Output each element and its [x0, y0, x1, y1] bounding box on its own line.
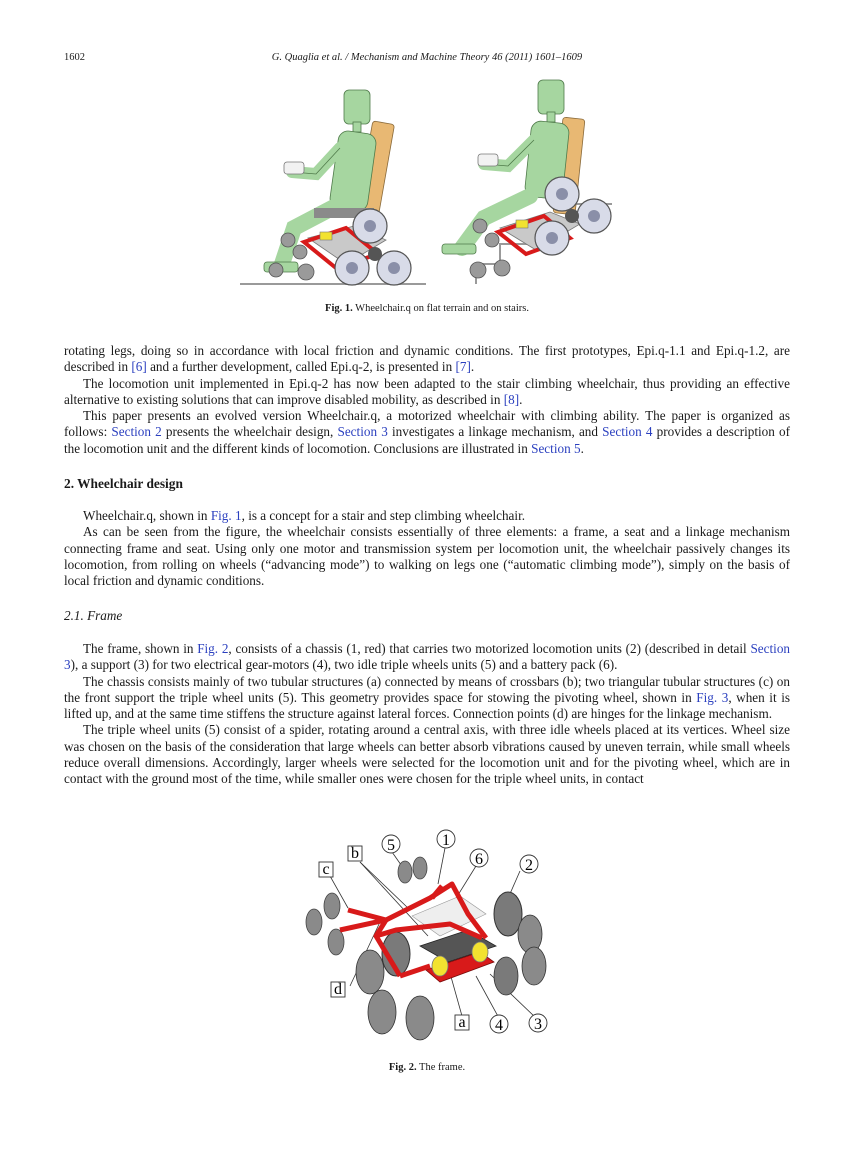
page-number: 1602	[64, 52, 85, 63]
fig-3-link[interactable]: Fig. 3	[696, 689, 729, 705]
figure-1-caption-text: Wheelchair.q on flat terrain and on stairs.	[352, 303, 529, 314]
figure-2-caption-label: Fig. 2.	[388, 1062, 417, 1073]
label-1: 1	[442, 832, 450, 849]
label-5: 5	[387, 837, 395, 854]
section-5-link[interactable]: Section 5	[531, 440, 581, 456]
intro-paragraph-3: This paper presents an evolved version Wheelchair.q, a motorized wheelchair with climbing ability. The paper is organized as follows: Section 2 presents the wheelchair design, Section 3 investigates a linkage mechanism, and Section 4 provides a description of the locomotion unit and the different kinds of locomotion. Conclusions are illustrated in Section 5.	[64, 408, 791, 456]
section-4-link[interactable]: Section 4	[602, 424, 653, 440]
section-2-paragraph-1: Wheelchair.q, shown in Fig. 1, is a concept for a stair and step climbing wheelchair.	[83, 508, 526, 523]
intro-text	[64, 343, 790, 457]
intro-paragraph-1: rotating legs, doing so in accordance with local friction and dynamic conditions. The first prototypes, Epi.q-1.1 and Epi.q-1.2, are described in [6] and a further development, called Epi.q-2, is presented in [7].	[64, 343, 790, 375]
section-2-1-text	[64, 641, 790, 788]
section-2-1-paragraph-2: The chassis consists mainly of two tubular structures (a) connected by means of crossbars (b); two triangular tubular structures (c) on the front support the triple wheel units (5). This geometry provides space for stowing the pivoting wheel, shown in Fig. 3, when it is lifted up, and at the same time stiffens the structure against lateral forces. Connection points (d) are hinges for the linkage mechanism.	[64, 673, 790, 722]
running-header	[64, 52, 790, 68]
label-4: 4	[495, 1017, 503, 1034]
section-2-link[interactable]: Section 2	[111, 424, 162, 440]
figure-1-caption-label: Fig. 1.	[325, 303, 353, 314]
label-6: 6	[475, 851, 483, 868]
wheelchair-flat-terrain	[240, 90, 426, 285]
figure-2-caption-text: The frame.	[416, 1062, 466, 1073]
figure-1-wheelchair-illustration	[236, 78, 616, 290]
section-2-1-paragraph-1: The frame, shown in Fig. 2, consists of a chassis (1, red) that carries two motorized locomotion units (2) (described in detail Section 3), a support (3) for two electrical gear-motors (4), two idle triple wheels units (5) and a battery pack (6).	[64, 641, 791, 673]
journal-citation: G. Quaglia et al. / Mechanism and Machine Theory 46 (2011) 1601–1609	[271, 52, 583, 63]
section-2-1-paragraph-3: The triple wheel units (5) consist of a spider, rotating around a central axis, with three idle wheels placed at its vertices. Wheel size was chosen on the basis of the consideration that large wheels can better absorb vibrations caused by uneven terrain, while small wheels reduce overall dimensions. Accordingly, larger wheels were selected for the locomotion unit and for the pivoting wheel, which are in contact with the ground most of the time, while smaller ones were chosen for the triple wheel units, in contact	[64, 722, 790, 787]
fig-1-link[interactable]: Fig. 1	[210, 508, 242, 523]
section-3-link-2[interactable]: Section 3	[64, 641, 791, 673]
ref-7-link[interactable]: [7]	[455, 359, 471, 375]
section-2-heading: 2. Wheelchair design	[64, 476, 183, 491]
intro-paragraph-2: The locomotion unit implemented in Epi.q-2 has now been adapted to the stair climbing wheelchair, thus providing an effective alternative to existing solutions that can improve disabled mobility, as described in [8].	[64, 375, 790, 407]
section-2-1-heading: 2.1. Frame	[64, 608, 123, 623]
label-c: c	[322, 861, 330, 878]
section-2-paragraph-2: As can be seen from the figure, the wheelchair consists essentially of three elements: a frame, a seat and a linkage mechanism connecting frame and seat. Using only one motor and transmission system per locomotion unit, the wheelchair passively changes its locomotion, from rolling on wheels (“advancing mode”) to walking on legs one (“automatic climbing mode”), simply on the basis of local friction and dynamic conditions.	[64, 524, 790, 589]
label-d: d	[334, 981, 342, 998]
label-a: a	[458, 1014, 466, 1031]
section-3-link[interactable]: Section 3	[337, 424, 388, 440]
figure-2-caption	[64, 1062, 790, 1073]
section-2-text	[64, 508, 790, 589]
label-3: 3	[534, 1016, 542, 1033]
wheelchair-on-stairs	[442, 80, 612, 284]
ref-8-link[interactable]: [8]	[503, 391, 520, 407]
figure-2-frame-illustration	[300, 826, 560, 1052]
fig-2-link[interactable]: Fig. 2	[197, 641, 229, 656]
label-2: 2	[525, 857, 533, 874]
figure-1-caption	[64, 303, 790, 314]
label-b: b	[351, 845, 359, 862]
ref-6-link[interactable]: [6]	[131, 359, 147, 375]
